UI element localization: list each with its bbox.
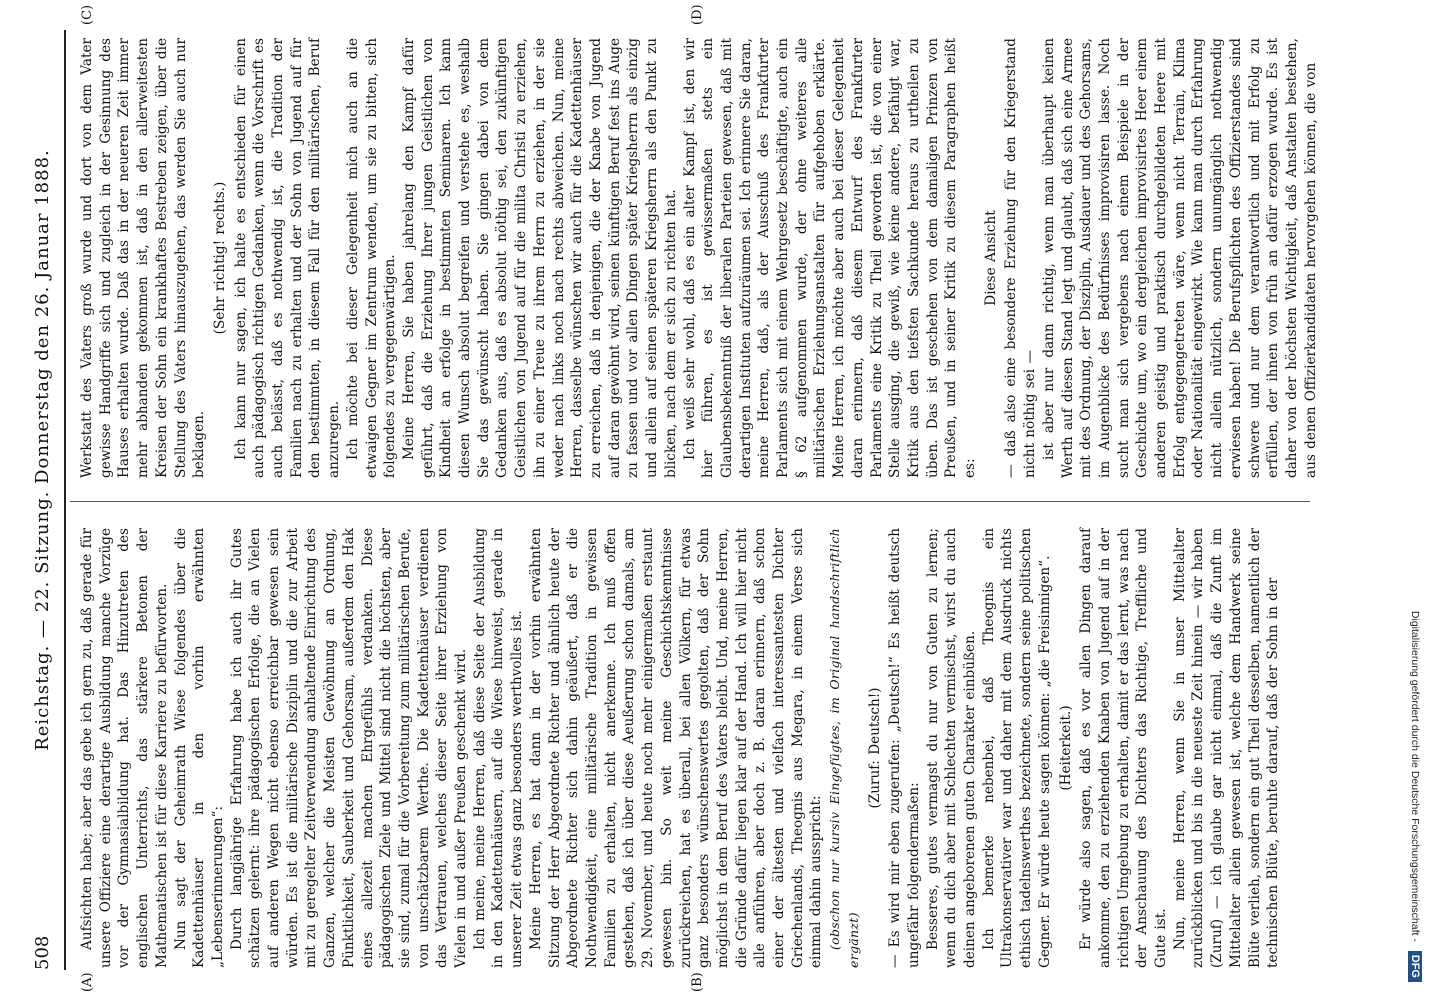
header-title: Reichstag. — 22. Sitzung. Donnerstag den 26. Januar 1888. [32, 149, 53, 751]
margin-label-d: (D) [690, 4, 705, 25]
header-rule [64, 30, 66, 970]
paragraph: Er würde also sagen, daß es vor allen Dingen darauf ankomme, den zu erziehenden Knaben von Jugend auf in der richtigen Umgebung zu erhalten, damit er das lernt, was nach der Anschauung des Dichters das Richtige, Treffliche und Gute ist. [1078, 528, 1170, 968]
digitization-credit [1404, 6, 1426, 986]
paragraph: Ich meine, meine Herren, daß diese Seite der Ausbildung in den Kadettenhäusern, auf die Wiese hinweist, gerade in unserer Zeit etwas ganz besonders werthvolles ist. [471, 528, 526, 968]
interjection: (Sehr richtig! rechts.) [211, 181, 228, 335]
paragraph: Aufsichten habe; aber das gebe ich gern zu, daß gerade für unsere Offiziere eine derartige Ausbildung manche Vorzüge vor der Gymnasialbildung hat. Das Hinzutreten des englischen Unterrichts, das stärkere Betonen der Mathematischen ist für diese Karriere zu befürworten. [79, 528, 170, 968]
running-header [28, 30, 60, 970]
quote: — daß also eine besondere Erziehung für den Kriegerstand nicht nöthig sei — [1003, 38, 1039, 478]
paragraph: Ich möchte bei dieser Gelegenheit mich auch an die etwaigen Gegner im Zentrum wenden, um sie zu bitten, sich folgendes zu vergegenwärtigen. [344, 38, 399, 478]
page-number: 508 [32, 935, 53, 970]
quote: Besseres, gutes vermagst du nur von Guten zu lernen; wenn du dich aber mit Schlechten vermischst, wirst du auch deinen angeborenen guten Charakter einbüßen. [924, 528, 979, 968]
handwritten-note: (obschon nur kursiv Eingefügtes, im Original handschriftlich ergänzt) [827, 528, 861, 968]
paragraph: ist aber nur dann richtig, wenn man überhaupt keinen Werth auf diesen Stand legt und glaubt, daß sich eine Armee mit des Ordnung, der Disziplin, Ausdauer und des Gehorsams, im Augenblicke des Bedürfnisses improvisiren lasse. Noch sucht man sich vergebens nach einem Beispiele in der Geschichte um, wo ein dergleichen improvisirtes Heer einem anderen geistig und praktisch durchgebildeten Heere mit Erfolg entgegengetreten wäre, wenn nicht Terrain, Klima oder Nationalität eingewirkt. Wie kann man durch Erfahrung nicht allein nützlich, sondern unumgänglich nothwendig erwiesen haben! Die Berufspflichten des Offizierstandes sind schwere und nur dem verantwortlich und mit Erfolg zu erfüllen, der ihnen von früh an dafür erzogen wurde. Es ist daher von der höchsten Wichtigkeit, daß Anstalten bestehen, aus denen Offizierkandidaten hervorgehen können, die von [1040, 38, 1319, 478]
paragraph: Meine Herren, es hat dann in der vorhin erwähnten Sitzung der Herr Abgeordnete Richter und ähnlich heute der Abgeordnete Richter sich dahin geäußert, daß er die Nothwendigkeit, eine militärische Tradition in gewissen Familien zu erhalten, nicht anerkenne. Ich muß offen gestehen, daß ich über diese Aeußerung schon damals, am 29. November, und heute noch mehr einigermaßen erstaunt gewesen bin. So weit meine Geschichtskenntnisse zurückreichen, hat es überall, bei allen Völkern, für etwas ganz besonders wünschenswertes gegolten, daß der Sohn möglichst in dem Beruf des Vaters bleibt. Und, meine Herren, die Gründe dafür liegen klar auf der Hand. Ich will hier nicht alle anführen, aber doch z. B. daran erinnern, daß schon einer der ältesten und vielfach interessantesten Dichter Griechenlands, Theognis aus Megara, in einem Verse sich einmal dahin ausspricht: [527, 528, 825, 968]
paragraph: — Es wird mir eben zugerufen: „Deutsch!“ Es heißt deutsch ungefähr folgendermaßen: [887, 528, 922, 968]
paragraph: Ich bemerke nebenbei, daß Theognis ein Ultrakonservativer war und daher mit dem Ausdruck nichts ethisch tadelnswerthes bezeichnete, sondern seine politischen Gegner. Er würde heute sagen können: „die Freisinnigen“. [980, 528, 1053, 968]
margin-label-c: (C) [80, 4, 95, 25]
paragraph: Meine Herren, Sie haben jahrelang den Kampf dafür geführt, daß die Erziehung Ihrer jungen Geistlichen von Kindheit an erfolge in bestimmten Seminaren. Ich kann diesen Wunsch absolut begreifen und verstehe es, weshalb Sie das gewünscht haben. Sie gingen dabei von dem Gedanken aus, daß es absolut nöthig sei, den zukünftigen Geistlichen von Jugend auf für die milita Christi zu erziehen, ihn zu einer Treue zu ihrem Herrn zu erziehen, in der sie weder nach links noch nach rechts abweichen. Nun, meine Herren, dasselbe wünschen wir auch für die Kadettenhäuser zu erreichen, daß in denjenigen, die der Knabe von Jugend auf daran gewöhnt wird, seinen künftigen Beruf fest ins Auge zu fassen und vor allen Dingen später Kriegsherrn als einzig und allein auf seinen späteren Kriegsherrn als den Punkt zu blicken, nach dem er sich zu richten hat. [400, 38, 679, 478]
margin-label-b: (B) [690, 972, 705, 992]
margin-label-a: (A) [80, 972, 95, 992]
paragraph: Nun, meine Herren, wenn Sie in unser Mittelalter zurückblicken und bis in die neueste Zeit hinein — wir haben (Zuruf) — ich glaube gar nicht einmal, daß die Zunft im Mittelalter allein gewesen ist, welche dem Handwerk seine Blüte verlieh, sondern ein gut Theil desselben, namentlich der technischen Blüte, beruhte darauf, daß der Sohn in der [1171, 528, 1282, 968]
credit-text: Digitalisierung gefördert durch die Deutsche Forschungsgemeinschaft - [1409, 610, 1421, 942]
quote-label: Diese Ansicht [982, 210, 999, 306]
right-column [78, 38, 1320, 478]
interjection: (Zuruf: Deutsch!) [866, 687, 883, 809]
paragraph: Nun sagt der Geheimrath Wiese folgendes über die Kadettenhäuser in den vorhin erwähnten „Lebenserinnerungen“: [172, 528, 226, 968]
left-column [78, 528, 1283, 968]
paragraph: Ich kann nur sagen, ich halte es entschieden für einen auch pädagogisch richtigen Gedanken, wenn die Vorschrift es auch belässt, daß es nothwendig ist, die Tradition der Familien nach zu erhalten und der Sohn von Jugend auf für den bestimmten, in diesem Fall für den militärischen, Beruf anzuregen. [232, 38, 343, 478]
interjection: (Heiterkeit.) [1057, 705, 1074, 791]
digitization-credit-text [1404, 6, 1426, 986]
dfg-logo: DFG [1408, 951, 1422, 982]
column-divider [70, 501, 1310, 502]
paragraph: Ich weiß sehr wohl, daß es ein alter Kampf ist, den wir hier führen, es ist gewissermaßen stets ein Glaubensbekenntniß der liberalen Parteien gewesen, daß mit derartigen Instituten aufzuräumen sei. Ich erinnere Sie daran, meine Herren, daß, als der Ausschuß des Frankfurter Parlaments sich mit einem Wehrgesetz beschäftigte, auch ein § 62 aufgenommen wurde, der ohne weiteres alle militärischen Erziehungsanstalten für aufgehoben erklärte. Meine Herren, ich möchte aber auch bei dieser Gelegenheit daran erinnern, daß diesem Entwurf des Frankfurter Parlaments eine Kritik zu Theil geworden ist, die von einer Stelle ausging, die gewiß, wie keine andere, befähigt war, Kritik aus den tiefsten Sachkunde heraus zu urtheilen zu üben. Das ist geschehen von dem damaligen Prinzen von Preußen, und in seiner Kritik zu diesem Paragraphen heißt es: [681, 38, 979, 478]
paragraph: Durch langjährige Erfahrung habe ich auch ihr Gutes schätzen gelernt: ihre pädagogischen Erfolge, die an Vielen auf anderen Wegen nicht ebenso erreichbar gewesen sein würden. Es ist die militärische Disziplin und die zur Arbeit mit zu geregelter Zeitverwendung anhaltende Einrichtung des Ganzen, welcher die Meisten Gewöhnung an Ordnung, Pünktlichkeit, Sauberkeit und Gehorsam, außerdem den Hak eines allezeit machen Ehrgefühls verdanken. Diese pädagogischen Ziele und Mittel sind nicht die höchsten, aber sie sind, zumal für die Vorbereitung zum militärischen Berufe, von unschätzbarem Werthe. Die Kadettenhäuser verdienen das Vertrauen, welches dieser Seite ihrer Erziehung von Vielen in und außer Preußen geschenkt wird. [228, 528, 470, 968]
paragraph: Werkstatt des Vaters groß wurde und dort von dem Vater gewisse Handgriffe sich und zugleich in der Gesinnung des Hauses erhalten wurde. Daß das in der neueren Zeit immer mehr abhanden gekommen ist, daß in den allerweitesten Kreisen der Sohn ein krankhaftes Bestreben zeigen, über die Stellung des Vaters hinauszugehen, das werden Sie auch nur beklagen. [79, 38, 208, 478]
